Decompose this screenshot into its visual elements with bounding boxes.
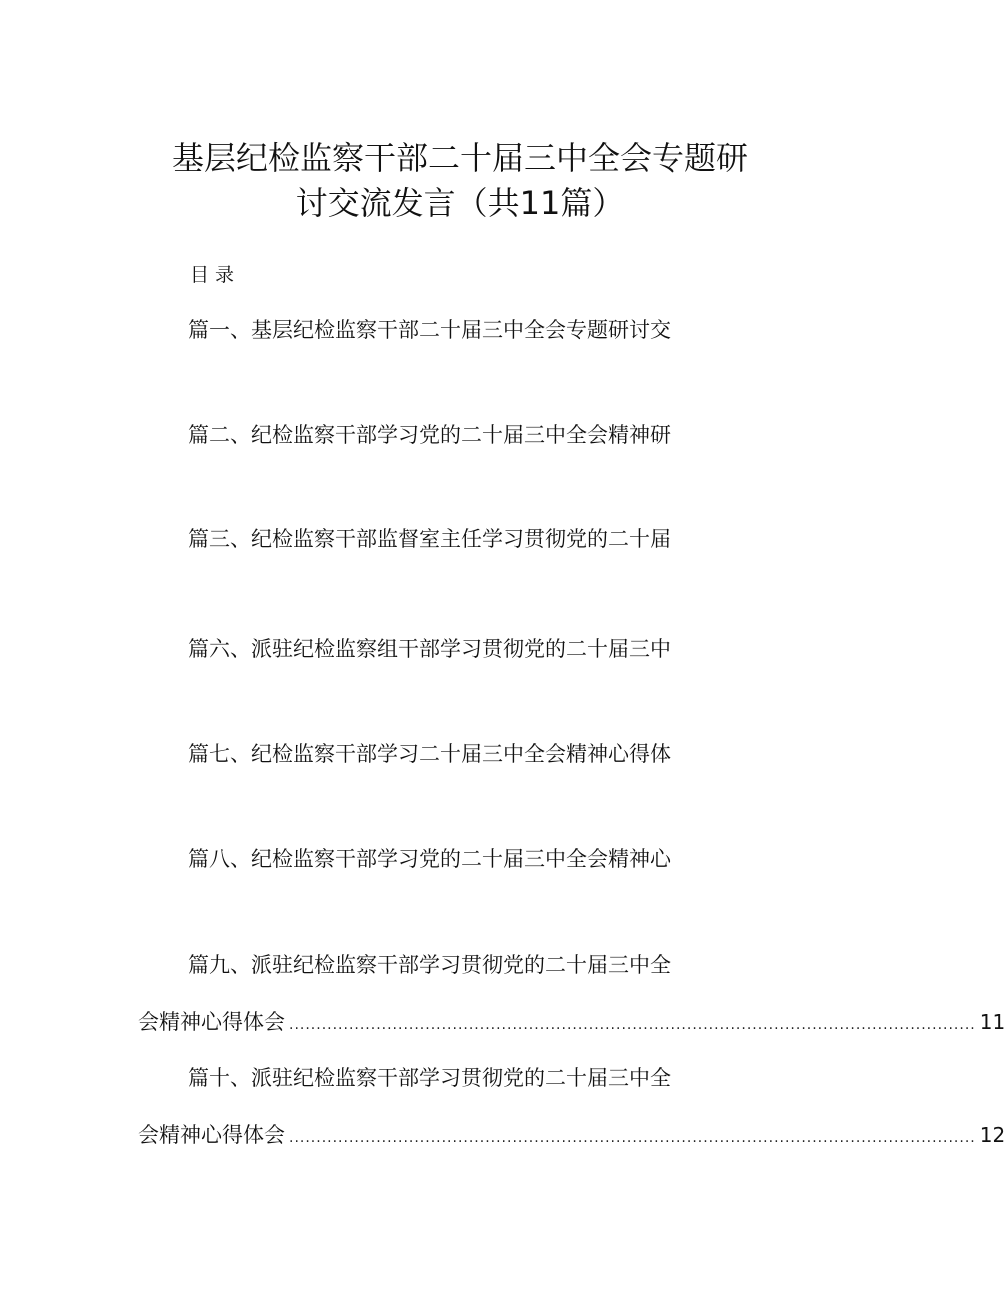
toc-entry-6[interactable]: 篇六、派驻纪检监察组干部学习贯彻党的二十届三中 (188, 637, 671, 661)
document-title-line-2: 讨交流发言（共11篇） (295, 184, 625, 222)
toc-heading: 目录 (190, 264, 241, 286)
toc-leader-dots: .............................................................................................................................. (289, 1017, 976, 1033)
toc-entry-8[interactable]: 篇八、纪检监察干部学习党的二十届三中全会精神心 (188, 847, 671, 871)
toc-entry-10-cont-text: 会精神心得体会 (138, 1123, 285, 1147)
toc-entry-9-cont-text: 会精神心得体会 (138, 1010, 285, 1034)
toc-entry-9-continuation[interactable] (138, 1007, 1005, 1040)
toc-entry-10-continuation[interactable] (138, 1120, 1005, 1153)
toc-entry-7[interactable]: 篇七、纪检监察干部学习二十届三中全会精神心得体 (188, 742, 671, 766)
toc-leader-dots: .............................................................................................................................. (289, 1130, 976, 1146)
document-title-line-1: 基层纪检监察干部二十届三中全会专题研 (171, 139, 748, 177)
toc-page-number: 11 (979, 1010, 1005, 1034)
toc-entry-9[interactable]: 篇九、派驻纪检监察干部学习贯彻党的二十届三中全 (188, 953, 671, 977)
toc-page-number: 12 (979, 1123, 1005, 1147)
toc-entry-10[interactable]: 篇十、派驻纪检监察干部学习贯彻党的二十届三中全 (188, 1066, 671, 1090)
toc-entry-3[interactable]: 篇三、纪检监察干部监督室主任学习贯彻党的二十届 (188, 527, 671, 551)
toc-entry-1[interactable]: 篇一、基层纪检监察干部二十届三中全会专题研讨交 (188, 318, 671, 342)
toc-entry-2[interactable]: 篇二、纪检监察干部学习党的二十届三中全会精神研 (188, 423, 671, 447)
